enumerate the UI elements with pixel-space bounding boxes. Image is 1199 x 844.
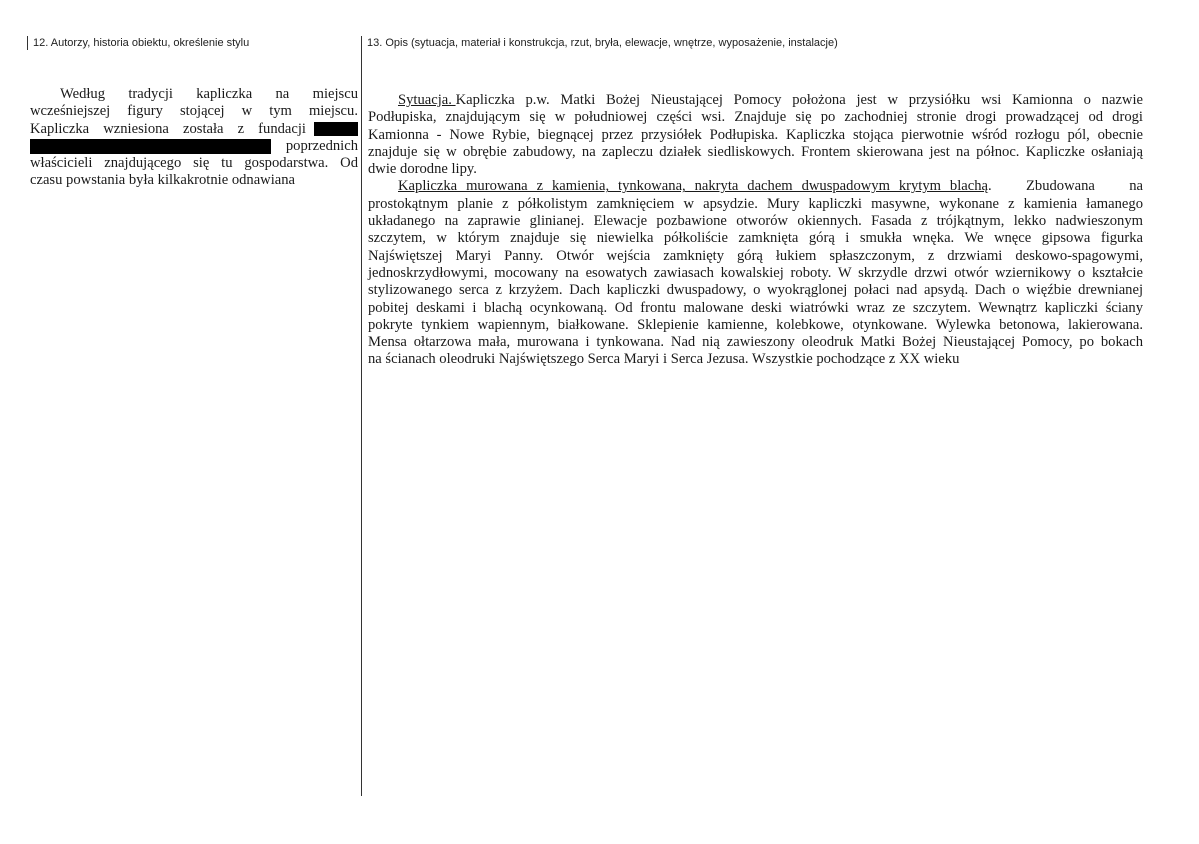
text-line: znajduje się w obrębie zabudowy, na zapleczu działek siedliskowych. Frontem skierowana jest na północ. Kapliczke osłaniają	[368, 143, 1143, 160]
text-line	[30, 121, 358, 138]
text-line: Kamionna - Nowe Rybie, biegnącej przez przysiółek Podłupiska. Kapliczka stojąca pierwotnie wśród rozłogu pól, obecnie	[368, 126, 1143, 143]
text-line: właścicieli znajdującego się tu gospodarstwa. Od	[30, 155, 358, 172]
text-line: prostokątnym planie z półkolistym zamknięciem w apsydzie. Mury kapliczki masywne, wykonane z kamienia łamanego	[368, 195, 1143, 212]
section-12-text	[30, 86, 358, 190]
heading-situation: Sytuacja.	[398, 92, 456, 108]
text-line	[30, 138, 358, 155]
text-line: pobitej deskami i blachą ocynkowaną. Od frontu malowane deski wiatrówki wraz ze szczytem. Wewnątrz kapliczki ściany	[368, 299, 1143, 316]
text-line: wcześniejszej figury stojącej w tym miejscu.	[30, 103, 358, 120]
text-line: jednoskrzydłowymi, mocowany na esowatych zawiasach kowalskiej roboty. W skrzydle drzwi otwór wziernikowy o kształcie	[368, 264, 1143, 281]
text-line: stylizowanego serca z krzyżem. Dach kapliczki dwuspadowy, o wyokrąglonej połaci nad apsydą. Dach o więźbie drewnianej	[368, 282, 1143, 299]
text-line	[368, 92, 1143, 109]
text-line-part: Kapliczka p.w. Matki Bożej Nieustającej Pomocy położona jest w przysiółku wsi Kamionna o nazwie	[455, 92, 1143, 108]
text-line: czasu powstania była kilkakrotnie odnawiana	[30, 172, 296, 189]
text-line: układanego na zaprawie glinianej. Elewacje pozbawione otworów okiennych. Fasada z trójkątnym, lekko nadwieszonym	[368, 213, 1143, 230]
text-line	[368, 178, 1143, 195]
text-line: Podłupiska, znajdującym się w południowej części wsi. Znajduje się po zachodniej stronie drogi prowadzącej od drogi	[368, 109, 1143, 126]
section-13-text	[368, 92, 1143, 369]
redaction	[314, 122, 358, 136]
text-line: Najświętszej Maryi Panny. Otwór wejścia zamknięty górą łukiem spłaszczonym, z drzwiami deskowo-spagowymi,	[368, 247, 1143, 264]
section-marker	[27, 36, 28, 50]
column-divider	[361, 36, 362, 796]
text-line-part: Kapliczka wzniesiona została z fundacji	[30, 120, 306, 137]
text-line: Według tradycji kapliczka na miejscu	[60, 86, 358, 102]
text-line: na ścianach oleodruki Najświętszego Serca Maryi i Serca Jezusa. Wszystkie pochodzące z XX wieku	[368, 351, 960, 368]
text-line-part: poprzednich	[285, 137, 358, 154]
text-line: dwie dorodne lipy.	[368, 161, 477, 178]
redaction	[30, 139, 271, 154]
section-12-header: 12. Autorzy, historia obiektu, określenie stylu	[33, 37, 250, 49]
heading-construction: Kapliczka murowana z kamienia, tynkowana, nakryta dachem dwuspadowym krytym blachą	[398, 178, 988, 195]
section-13-header: 13. Opis (sytuacja, materiał i konstrukcja, rzut, bryła, elewacje, wnętrze, wyposażenie, instalacje)	[367, 37, 838, 49]
text-line-part: . Zbudowana na	[988, 178, 1143, 195]
text-line: szczytem, w którym znajduje się niewielka półkoliście zamknięta górą i smukła wnęka. We wnęce gipsowa figurka	[368, 230, 1143, 247]
text-line: Mensa ołtarzowa mała, murowana i tynkowana. Nad nią zawieszony oleodruk Matki Bożej Nieustającej Pomocy, po bokach	[368, 334, 1143, 351]
text-line: pokryte tynkiem wapiennym, białkowane. Sklepienie kamienne, kolebkowe, otynkowane. Wylewka betonowa, lakierowana.	[368, 316, 1143, 333]
